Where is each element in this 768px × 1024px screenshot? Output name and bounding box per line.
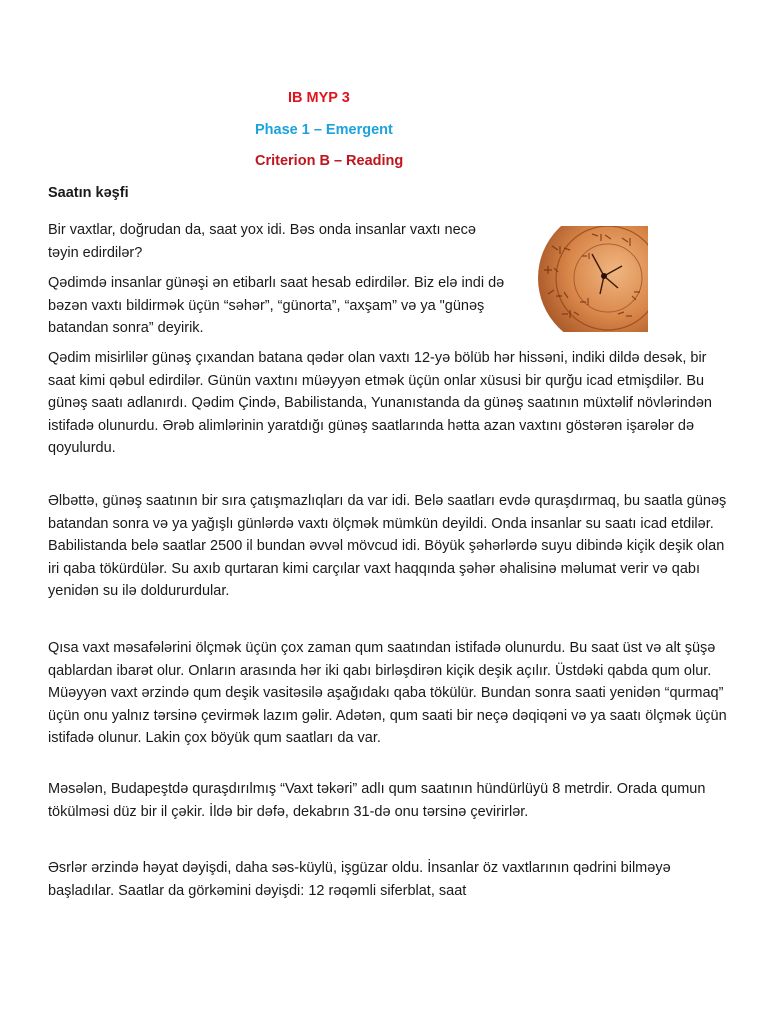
ancient-sundial-clock-image [522, 226, 648, 332]
paragraph-4: Əlbəttə, günəş saatının bir sıra çatışmazlıqları da var idi. Belə saatları evdə quraşdırmaq, bu saatla günəş batandan sonra və ya yağışlı günlərdə vaxtı ölçmək mümkün deyildi. Onda insanlar su saatı icad etdilər. Babilistanda belə saatlar 2500 il bundan əvvəl mövcud idi. Böyük şəhərlərdə suyu dibində kiçik deşik olan iri qaba tökürdülər. Su axıb qurtaran kimi carçılar vaxt haqqında şəhər əhalisinə məlumat verir və qabı yenidən su ilə doldururdular. [48, 493, 727, 599]
paragraph-7: Əsrlər ərzində həyat dəyişdi, daha səs-küylü, işgüzar oldu. İnsanlar öz vaxtlarının qədrini bilməyə başladılar. Saatlar da görkəmini dəyişdi: 12 rəqəmli siferblat, saat [48, 860, 671, 899]
paragraph-5: Qısa vaxt məsafələrini ölçmək üçün çox zaman qum saatından istifadə olunurdu. Bu saat üst və alt şüşə qablardan ibarət olur. Onların arasında hər iki qabı birləşdirən kiçik deşik açılır. Üstdəki qabda qum olur. Müəyyən vaxt ərzində qum deşik vasitəsilə aşağıdakı qaba tökülür. Bundan sonra saati yenidən “qurmaq” üçün onu yalnız tərsinə çevirmək lazım gəlir. Adətən, qum saati bir neçə dəqiqəni və ya saatı ölçmək üçün istifadə olunur. Lakin çox böyük qum saatları da var. [48, 640, 727, 746]
document-title: Saatın kəşfi [48, 185, 129, 201]
paragraph-6: Məsələn, Budapeştdə quraşdırılmış “Vaxt təkəri” adlı qum saatının hündürlüyü 8 metrdir. Orada qumun tökülməsi düz bir il çəkir. İldə bir dəfə, dekabrın 31-də onu tərsinə çevirirlər. [48, 781, 706, 820]
paragraph-2: Qədimdə insanlar günəşi ən etibarlı saat hesab edirdilər. Biz elə indi də bəzən vaxtı bildirmək üçün “səhər”, “günorta”, “axşam” və ya "günəş batandan sonra” deyirik. [48, 275, 505, 336]
header-criterion: Criterion B – Reading [255, 153, 404, 169]
paragraph-3: Qədim misirlilər günəş çıxandan batana qədər olan vaxtı 12-yə bölüb hər hissəni, indiki dildə desək, bir saat kimi qəbul edirdilər. Günün vaxtını müəyyən etmək üçün onlar xüsusi bir qurğu icad etmişdilər. Bu günəş saatı adlanırdı. Qədim Çində, Babilistanda, Yunanıstanda da günəş saatının müxtəlif növlərindən istifadə olunurdu. Ərəb alimlərinin yaratdığı günəş saatlarında hətta azan vaxtını göstərən işarələr də qoyulurdu. [48, 350, 712, 456]
paragraph-1: Bir vaxtlar, doğrudan da, saat yox idi. Bəs onda insanlar vaxtı necə təyin edirdilər? [48, 222, 476, 261]
header-phase: Phase 1 – Emergent [255, 122, 393, 138]
header-program: IB MYP 3 [288, 90, 350, 106]
